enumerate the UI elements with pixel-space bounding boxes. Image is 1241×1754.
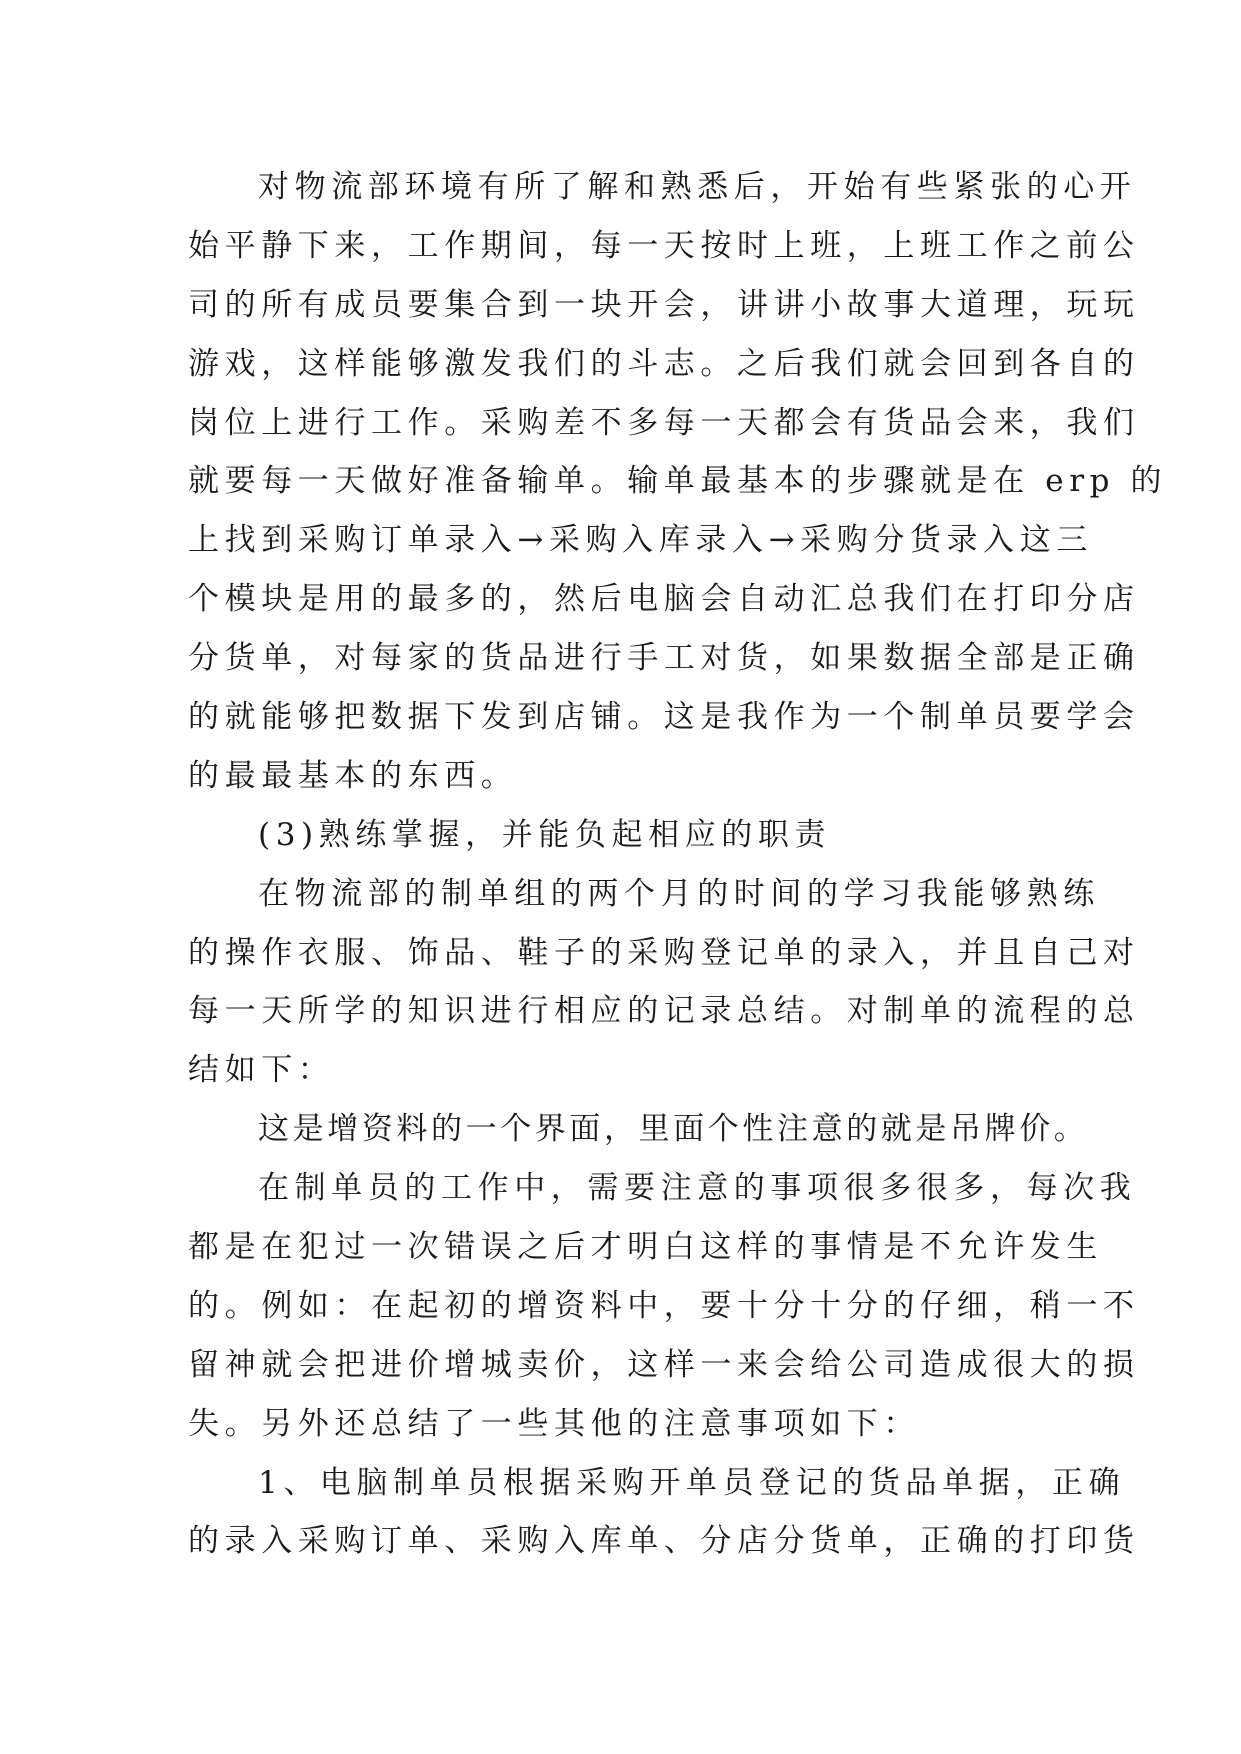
paragraph-line: 的操作衣服、饰品、鞋子的采购登记单的录入，并且自己对	[188, 934, 1140, 971]
paragraph-line: 始平静下来，工作期间，每一天按时上班，上班工作之前公	[188, 227, 1140, 264]
paragraph-line: 结如下：	[188, 1052, 335, 1089]
paragraph-line: 就要每一天做好准备输单。输单最基本的步骤就是在 erp 的	[188, 463, 1168, 500]
paragraph-line: 都是在犯过一次错误之后才明白这样的事情是不允许发生	[188, 1229, 1103, 1266]
section-heading: (3)熟练掌握，并能负起相应的职责	[258, 816, 832, 853]
paragraph-line: 这是增资料的一个界面，里面个性注意的就是吊牌价。	[258, 1111, 1089, 1148]
paragraph-line: 每一天所学的知识进行相应的记录总结。对制单的流程的总	[188, 993, 1140, 1030]
list-item-line: 的录入采购订单、采购入库单、分店分货单，正确的打印货	[188, 1523, 1140, 1560]
paragraph-line: 上找到采购订单录入→采购入库录入→采购分货录入这三	[188, 522, 1093, 559]
document-body	[188, 158, 1168, 1571]
paragraph-line: 司的所有成员要集合到一块开会，讲讲小故事大道理，玩玩	[188, 286, 1140, 323]
paragraph-line: 岗位上进行工作。采购差不多每一天都会有货品会来，我们	[188, 404, 1140, 441]
paragraph-line: 个模块是用的最多的，然后电脑会自动汇总我们在打印分店	[188, 581, 1140, 618]
paragraph-line: 在物流部的制单组的两个月的时间的学习我能够熟练	[258, 875, 1100, 912]
paragraph-line: 留神就会把进价增城卖价，这样一来会给公司造成很大的损	[188, 1346, 1140, 1383]
paragraph-line: 游戏，这样能够激发我们的斗志。之后我们就会回到各自的	[188, 345, 1140, 382]
paragraph-line: 的。例如：在起初的增资料中，要十分十分的仔细，稍一不	[188, 1287, 1140, 1324]
paragraph-line: 的最最基本的东西。	[188, 757, 518, 794]
paragraph-line: 失。另外还总结了一些其他的注意事项如下：	[188, 1405, 920, 1442]
paragraph-line: 的就能够把数据下发到店铺。这是我作为一个制单员要学会	[188, 699, 1140, 736]
paragraph-line: 在制单员的工作中，需要注意的事项很多很多，每次我	[258, 1170, 1137, 1207]
list-item-line: 1、电脑制单员根据采购开单员登记的货品单据，正确	[258, 1464, 1126, 1501]
paragraph-line: 分货单，对每家的货品进行手工对货，如果数据全部是正确	[188, 640, 1140, 677]
paragraph-line: 对物流部环境有所了解和熟悉后，开始有些紧张的心开	[258, 169, 1137, 205]
